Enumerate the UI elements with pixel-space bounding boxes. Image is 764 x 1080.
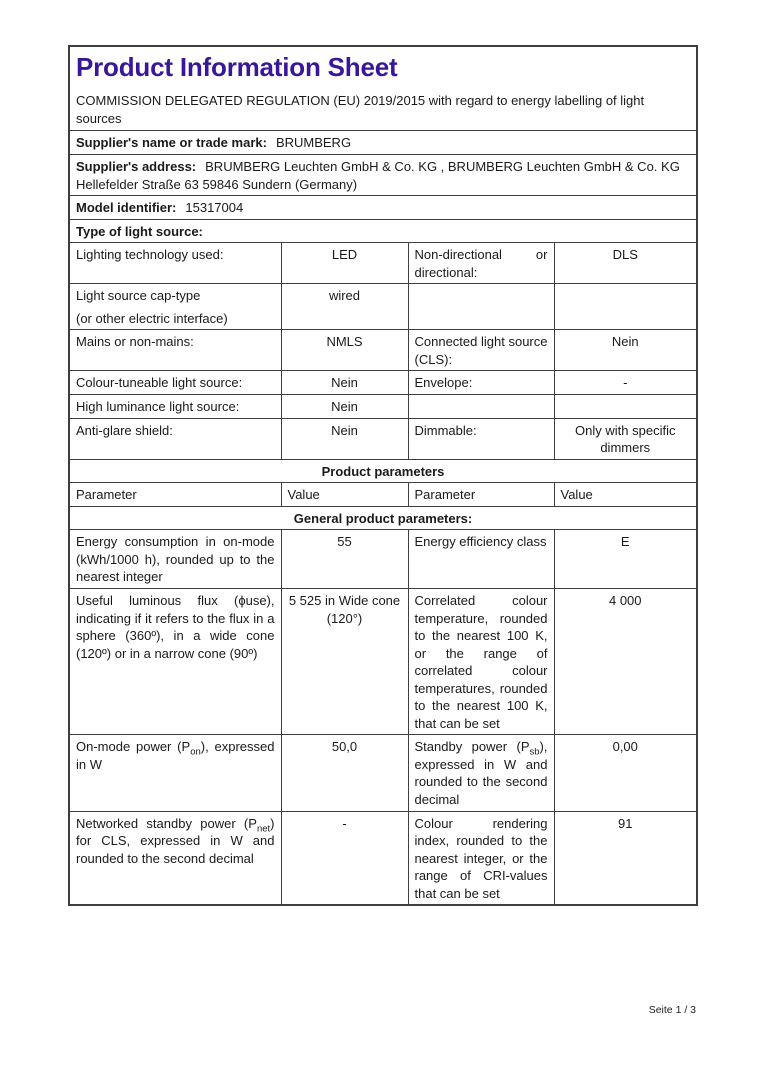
table-row <box>69 243 697 284</box>
table-row <box>69 284 697 330</box>
param-value-cell: 50,0 <box>281 735 408 811</box>
param-label-cell <box>408 735 554 811</box>
param-label-tail: ) for CLS, expressed in W and rounded to the second decimal <box>76 815 275 866</box>
param-label: Colour-tuneable light source: <box>76 375 243 391</box>
param-label: Energy efficiency class <box>414 534 547 550</box>
param-label-cell: Non-directional or directional: <box>408 243 554 284</box>
param-label-cell <box>69 371 281 395</box>
param-label-cell <box>69 735 281 811</box>
param-label: Lighting technology used: <box>76 247 224 263</box>
type-of-light-source-cell <box>69 219 697 243</box>
param-label-cell <box>408 588 554 734</box>
table-row <box>69 588 697 734</box>
param-label-cell <box>408 395 554 419</box>
supplier-name-row <box>69 131 697 155</box>
param-label: On-mode power (P <box>76 739 191 755</box>
model-identifier-row <box>69 196 697 220</box>
param-label-cell <box>408 811 554 905</box>
table-row <box>69 395 697 419</box>
param-label-tail: ), expressed in W <box>76 739 275 772</box>
param-label-cell: Dimmable: <box>408 418 554 459</box>
param-value-cell <box>554 284 697 330</box>
param-label-cell <box>69 530 281 589</box>
column-header-row <box>69 483 697 507</box>
model-identifier-label: Model identifier: <box>76 200 177 216</box>
table-row <box>69 371 697 395</box>
param-value-cell <box>554 395 697 419</box>
title-row <box>69 46 697 131</box>
param-label-cell <box>69 395 281 419</box>
page-title: Product Information Sheet <box>76 52 398 82</box>
column-header: Parameter <box>408 483 554 507</box>
param-value-cell: Nein <box>554 330 697 371</box>
param-value-cell: - <box>554 371 697 395</box>
param-value-cell: - <box>281 811 408 905</box>
param-value-cell: NMLS <box>281 330 408 371</box>
param-value-cell: Nein <box>281 395 408 419</box>
column-header: Value <box>281 483 408 507</box>
title-cell <box>69 46 697 131</box>
param-label: Useful luminous flux (ϕuse), indicating if it refers to the flux in a sphere (360º), in a wide cone (120º) or in a narrow cone (90º) <box>76 592 275 661</box>
table-row <box>69 530 697 589</box>
param-label-subscript: net <box>256 823 271 835</box>
type-of-light-source-label: Type of light source: <box>76 223 203 239</box>
column-header: Parameter <box>69 483 281 507</box>
supplier-address-label: Supplier's address: <box>76 159 197 175</box>
param-value-cell: 0,00 <box>554 735 697 811</box>
param-value-cell: Nein <box>281 418 408 459</box>
column-header: Value <box>554 483 697 507</box>
param-value-cell: wired <box>281 284 408 330</box>
param-label-cell <box>408 530 554 589</box>
section-header-row <box>69 459 697 483</box>
param-label-cell <box>408 284 554 330</box>
product-information-table <box>68 45 698 906</box>
supplier-name-value: BRUMBERG <box>275 135 352 151</box>
model-identifier-value: 15317004 <box>185 200 244 216</box>
param-value-cell: 91 <box>554 811 697 905</box>
param-label-line2: (or other electric interface) <box>76 310 228 326</box>
supplier-address-value: BRUMBERG Leuchten GmbH & Co. KG , BRUMBERG Leuchten GmbH & Co. KG Hellefelder Straße 63 59846 Sundern (Germany) <box>76 159 680 192</box>
param-label-subscript: sb <box>529 746 540 758</box>
param-label-cell <box>69 284 281 330</box>
table-row <box>69 811 697 905</box>
page-number: Seite 1 / 3 <box>648 1004 696 1016</box>
param-value-cell: 4 000 <box>554 588 697 734</box>
supplier-name-label: Supplier's name or trade mark: <box>76 135 267 151</box>
param-label-cell <box>69 330 281 371</box>
param-value-cell: 5 525 in Wide cone (120°) <box>281 588 408 734</box>
param-label-cell: Envelope: <box>408 371 554 395</box>
param-label: Energy consumption in on-mode (kWh/1000 h), rounded up to the nearest integer <box>76 534 275 585</box>
table-row <box>69 418 697 459</box>
param-value-cell: LED <box>281 243 408 284</box>
param-label-cell <box>69 243 281 284</box>
param-label-cell: Connected light source (CLS): <box>408 330 554 371</box>
product-parameters-header: Product parameters <box>69 459 697 483</box>
param-value-cell: Only with specific dimmers <box>554 418 697 459</box>
param-value-cell: E <box>554 530 697 589</box>
type-of-light-source-row <box>69 219 697 243</box>
table-row <box>69 735 697 811</box>
param-label-cell <box>69 811 281 905</box>
supplier-address-row <box>69 155 697 196</box>
model-identifier-cell <box>69 196 697 220</box>
section-header-row <box>69 506 697 530</box>
param-label: Correlated colour temperature, rounded to the nearest 100 K, or the range of correlated colour temperatures, rounded to the nearest 100 K, that can be set <box>414 592 548 731</box>
param-value-cell: DLS <box>554 243 697 284</box>
param-label: Anti-glare shield: <box>76 422 173 438</box>
param-label: Standby power (P <box>414 739 530 755</box>
param-label: Mains or non-mains: <box>76 334 194 350</box>
supplier-address-cell <box>69 155 697 196</box>
param-label: Light source cap-type <box>76 288 201 304</box>
param-label-subscript: on <box>190 746 201 758</box>
param-label: Colour rendering index, rounded to the nearest integer, or the range of CRI-values that can be set <box>414 815 548 901</box>
supplier-name-cell <box>69 131 697 155</box>
general-product-parameters-header: General product parameters: <box>69 506 697 530</box>
param-value-cell: Nein <box>281 371 408 395</box>
regulation-text: COMMISSION DELEGATED REGULATION (EU) 2019/2015 with regard to energy labelling of light sources <box>76 93 645 127</box>
param-label: Networked standby power (P <box>76 815 257 831</box>
param-label-tail: ), expressed in W and rounded to the second decimal <box>414 739 548 807</box>
param-label-cell <box>69 418 281 459</box>
param-value-cell: 55 <box>281 530 408 589</box>
param-label-cell <box>69 588 281 734</box>
param-label: High luminance light source: <box>76 399 240 415</box>
table-row <box>69 330 697 371</box>
